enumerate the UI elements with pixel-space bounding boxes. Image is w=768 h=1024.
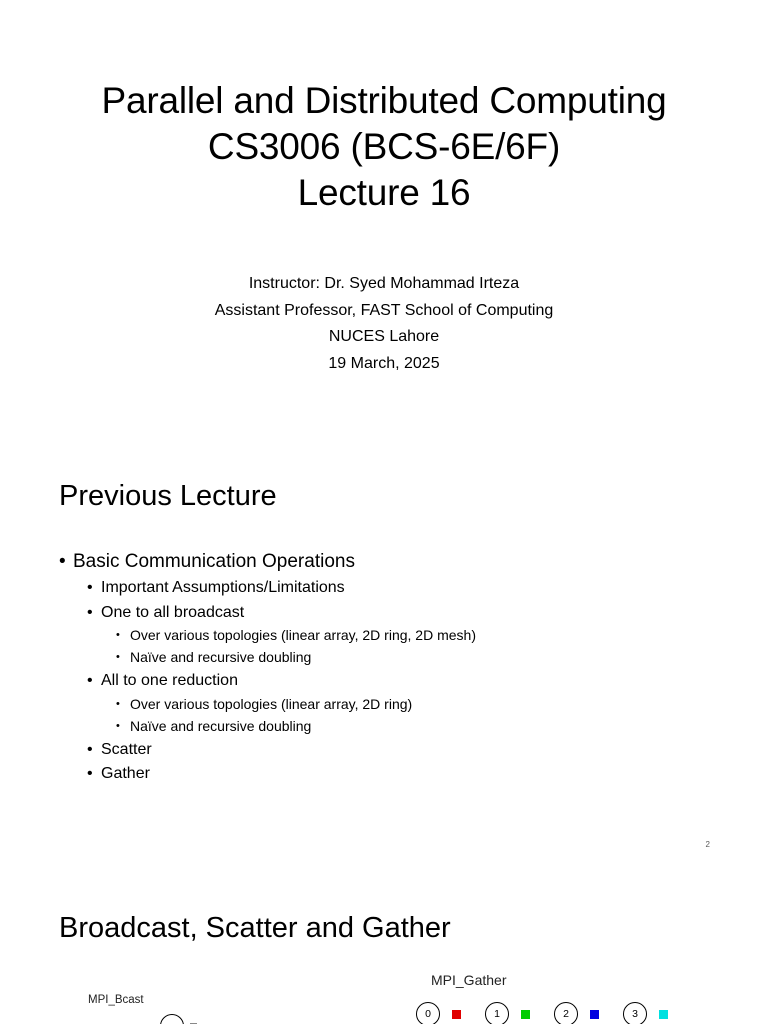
bullet-dot-icon: • xyxy=(87,579,93,596)
title-line-course-name: Parallel and Distributed Computing xyxy=(101,80,667,121)
lecture-date: 19 March, 2025 xyxy=(328,354,440,372)
instructor-name: Instructor: Dr. Syed Mohammad Irteza xyxy=(248,275,520,292)
bullet-dot-icon: • xyxy=(59,551,66,572)
instructor-position: Assistant Professor, FAST School of Computing xyxy=(214,301,554,319)
bullet-text: Over various topologies (linear array, 2D ring, 2D mesh) xyxy=(130,627,476,643)
gather-process-node: 1 xyxy=(485,1002,509,1024)
gather-data-block xyxy=(452,1010,461,1019)
slide-heading: Previous Lecture xyxy=(59,480,277,512)
bullet-item-level-2 xyxy=(59,762,739,787)
bullet-dot-icon: • xyxy=(87,765,93,782)
lecture-title xyxy=(0,78,768,216)
gather-data-block xyxy=(659,1010,668,1019)
bullet-list xyxy=(59,550,739,787)
gather-process-node: 2 xyxy=(554,1002,578,1024)
page-number: 2 xyxy=(705,840,710,849)
instructor-info xyxy=(0,271,768,377)
mpi-gather-label: MPI_Gather xyxy=(431,972,507,988)
bullet-text: One to all broadcast xyxy=(101,603,245,621)
bullet-item-level-3 xyxy=(59,647,739,669)
gather-data-block xyxy=(521,1010,530,1019)
bullet-text: Gather xyxy=(101,765,150,782)
mpi-bcast-label: MPI_Bcast xyxy=(88,994,144,1006)
gather-process-node: 3 xyxy=(623,1002,647,1024)
bullet-text: Scatter xyxy=(101,740,152,758)
bullet-text: Over various topologies (linear array, 2D ring) xyxy=(130,695,413,712)
title-line-course-code: CS3006 (BCS-6E/6F) xyxy=(207,126,561,167)
bullet-item-level-1 xyxy=(59,550,739,576)
institution: NUCES Lahore xyxy=(328,328,440,345)
bullet-text: Naïve and recursive doubling xyxy=(130,717,312,734)
bullet-text: Basic Communication Operations xyxy=(73,551,355,572)
bullet-text: Important Assumptions/Limitations xyxy=(101,579,345,596)
bullet-text: All to one reduction xyxy=(101,672,238,689)
gather-process-node: 0 xyxy=(416,1002,440,1024)
bullet-item-level-3 xyxy=(59,694,739,716)
bullet-dot-icon: • xyxy=(116,697,120,710)
bullet-item-level-3 xyxy=(59,716,739,738)
bullet-item-level-2 xyxy=(59,576,739,601)
bullet-item-level-2 xyxy=(59,601,739,626)
bullet-item-level-2 xyxy=(59,738,739,763)
bullet-dot-icon: • xyxy=(116,651,120,663)
bcast-root-node xyxy=(160,1014,184,1024)
bullet-text: Naïve and recursive doubling xyxy=(130,649,312,665)
slide-heading: Broadcast, Scatter and Gather xyxy=(59,912,451,944)
slide-previous-lecture xyxy=(0,434,768,862)
bullet-dot-icon: • xyxy=(87,672,93,689)
bullet-dot-icon: • xyxy=(116,719,120,732)
gather-data-block xyxy=(590,1010,599,1019)
bullet-dot-icon: • xyxy=(116,629,120,641)
bullet-item-level-3 xyxy=(59,625,739,647)
bullet-dot-icon: • xyxy=(87,740,93,758)
slide-title xyxy=(0,0,768,430)
title-line-lecture-number: Lecture 16 xyxy=(297,172,471,213)
slide-broadcast-scatter-gather xyxy=(0,866,768,1024)
bullet-dot-icon: • xyxy=(87,603,93,621)
bullet-item-level-2 xyxy=(59,669,739,694)
